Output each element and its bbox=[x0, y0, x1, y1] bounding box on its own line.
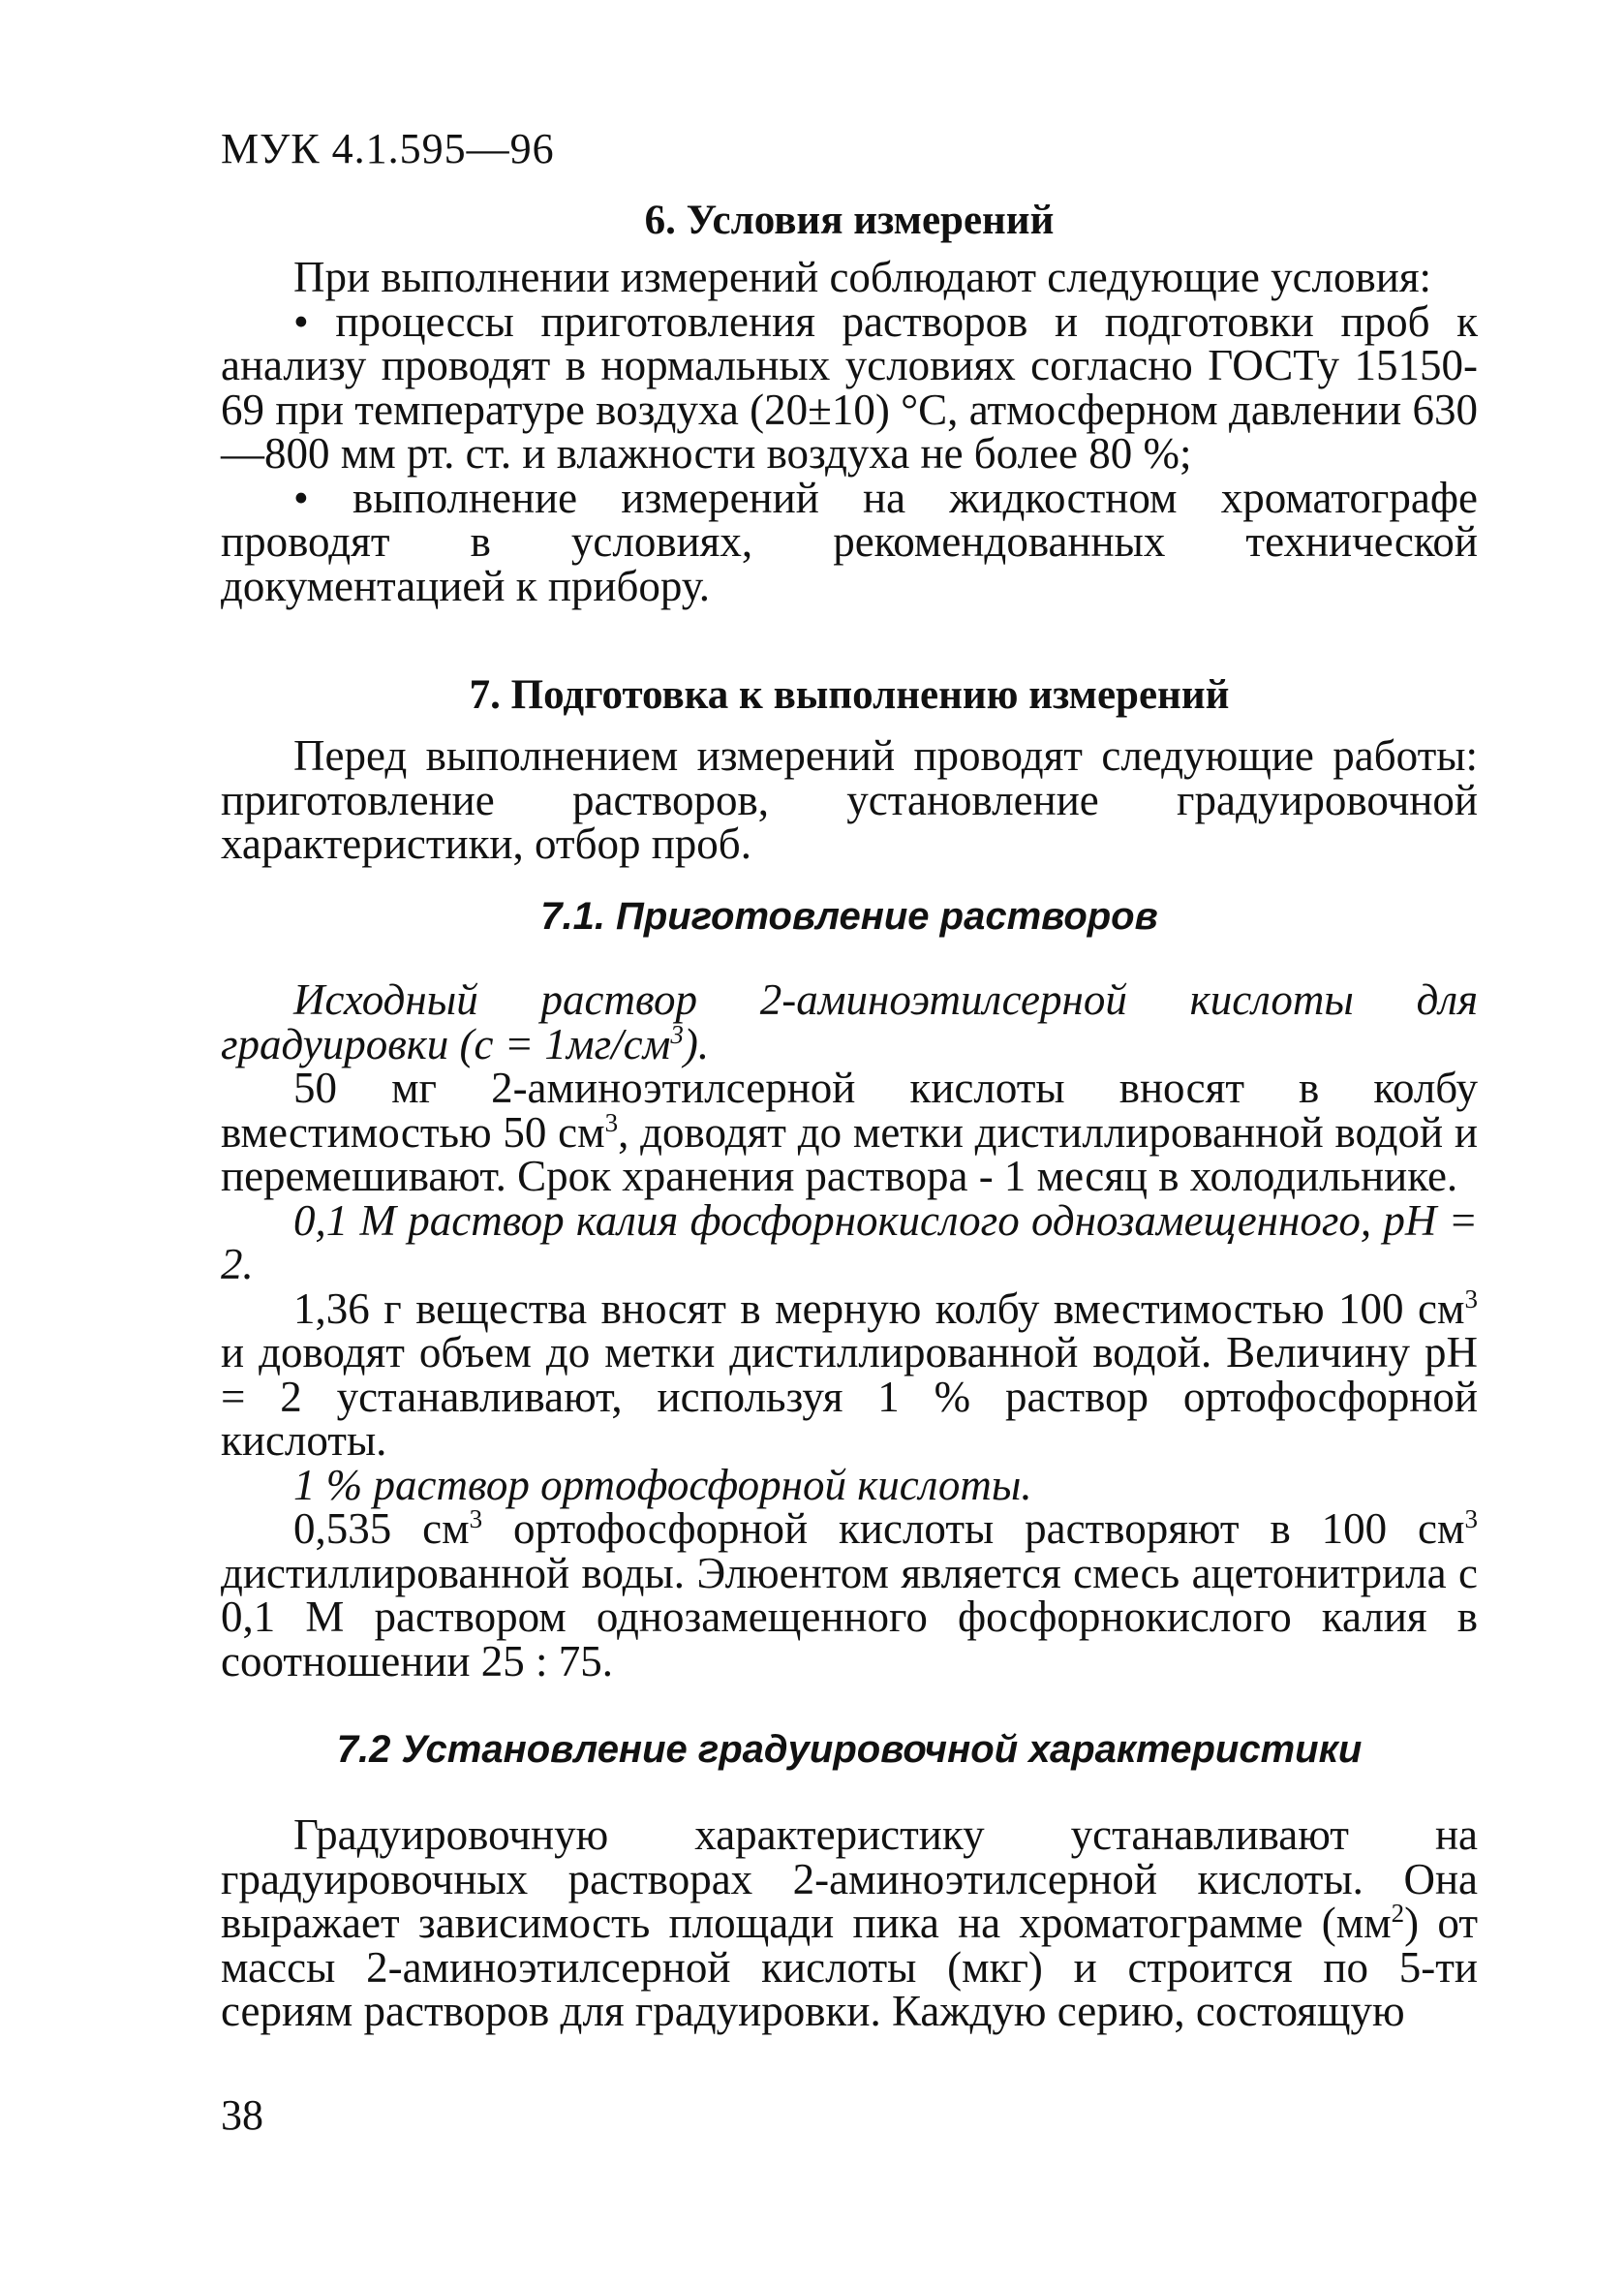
subsection-7-1-title: 7.1. Приготовление растворов bbox=[540, 895, 1158, 938]
section-7-intro: Перед выполнением измерений проводят следующие работы: приготовление растворов, установление градуировочной характеристики, отбор проб. bbox=[221, 731, 1478, 868]
subsection-7-2-body: Градуировочную характеристику устанавливают на градуировочных растворах 2-аминоэтилсерной кислоты. Она выражает зависимость площади пика на хроматограмме $(мм^2)$ от массы 2-аминоэтилсерной кислоты (мкг) и строится по 5-ти сериям растворов для градуировки. Каждую серию, состоящую bbox=[221, 1810, 1478, 2035]
section-7-title: 7. Подготовка к выполнению измерений bbox=[469, 672, 1230, 718]
subsection-7-1 bbox=[221, 891, 1478, 1684]
document-header: МУК 4.1.595—96 bbox=[221, 125, 555, 172]
subsection-7-2 bbox=[221, 1724, 1478, 2034]
buffer-solution-title: 0,1 М раствор калия фосфорнокислого однозамещенного, рН = 2. bbox=[221, 1195, 1478, 1288]
subsection-7-2-title: 7.2 Установление градуировочной характеристики bbox=[336, 1728, 1363, 1771]
stock-solution-body: 50 мг 2-аминоэтилсерной кислоты вносят в колбу вместимостью 50 $см^3$, доводят до метки дистиллированной водой и перемешивают. Срок хранения раствора - 1 месяц в холодильнике. bbox=[221, 1064, 1478, 1200]
section-6-bullet-2: • выполнение измерений на жидкостном хроматографе проводят в условиях, рекомендованных технической документацией к прибору. bbox=[221, 473, 1478, 610]
acid-solution-body: 0,535 $см^3$ ортофосфорной кислоты растворяют в 100 $см^3$ дистиллированной воды. Элюентом является смесь ацетонитрила с 0,1 М раствором однозамещенного фосфорнокислого калия в соотношении 25 : 75. bbox=[221, 1504, 1479, 1685]
acid-solution-title: 1 % раствор ортофосфорной кислоты. bbox=[293, 1460, 1032, 1509]
section-6-title: 6. Условия измерений bbox=[644, 198, 1055, 243]
section-7 bbox=[221, 668, 1478, 867]
section-6 bbox=[221, 194, 1478, 608]
section-6-intro: При выполнении измерений соблюдают следующие условия: bbox=[293, 253, 1432, 301]
page-number: 38 bbox=[221, 2091, 263, 2139]
section-6-bullet-1: • процессы приготовления растворов и подготовки проб к анализу проводят в нормальных условиях согласно ГОСТу 15150-69 при температуре воздуха (20±10) °С, атмосферном давлении 630—800 мм рт. ст. и влажности воздуха не более 80 %; bbox=[221, 296, 1478, 478]
buffer-solution-body: 1,36 г вещества вносят в мерную колбу вместимостью 100 $см^3$ и доводят объем до метки дистиллированной водой. Величину рН = 2 устанавливают, используя 1 % раствор ортофосфорной кислоты. bbox=[221, 1283, 1478, 1465]
stock-solution-title: Исходный раствор 2-аминоэтилсерной кислоты для градуировки $(с = 1мг/см^3)$. bbox=[221, 975, 1478, 1068]
